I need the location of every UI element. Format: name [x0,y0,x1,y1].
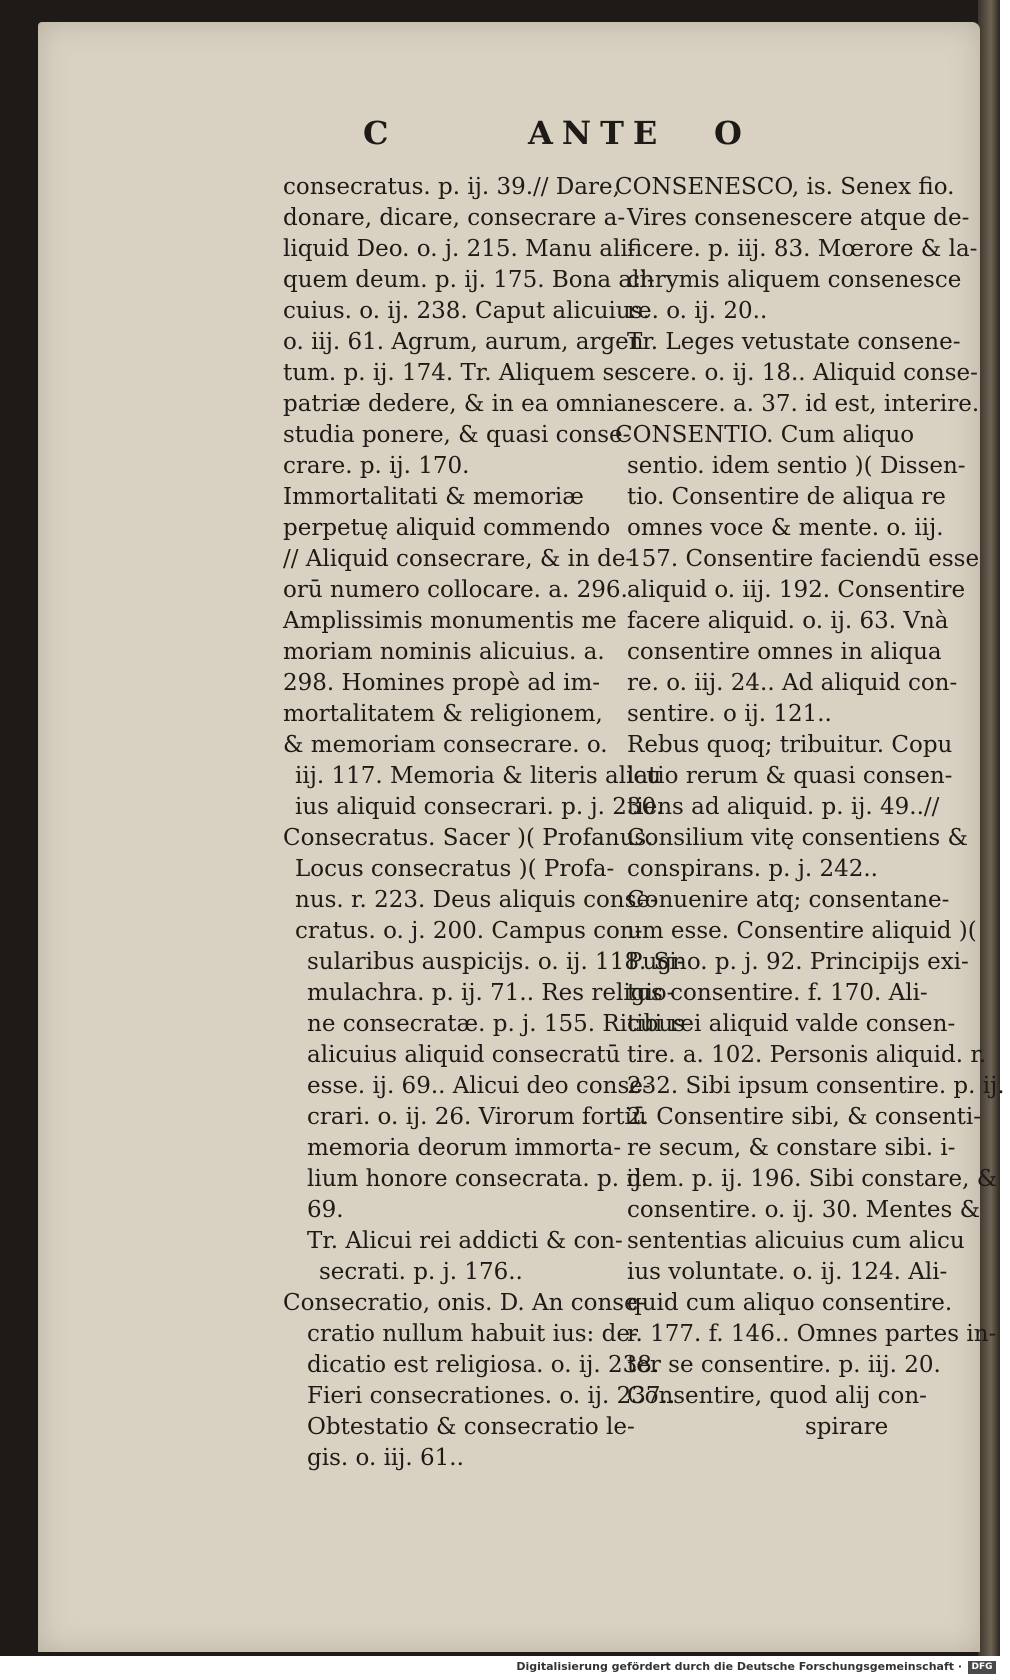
text-line: o. iij. 61. Agrum, aurum, argen [283,329,644,355]
text-line: facere aliquid. o. ij. 63. Vnà [627,608,949,634]
text-line: 232. Sibi ipsum consentire. p. ij. [627,1073,1005,1099]
text-line: ius voluntate. o. ij. 124. Ali- [627,1259,948,1285]
funding-notice: Digitalisierung gefördert durch die Deutsche Forschungsgemeinschaft · [516,1660,962,1673]
text-line: CONSENESCO, is. Senex fio. [615,174,955,200]
text-line: Pugno. p. j. 92. Principijs exi- [627,949,969,975]
text-line: Obtestatio & consecratio le- [307,1414,635,1440]
text-line: Conuenire atq; consentane- [627,887,950,913]
text-line: esse. ij. 69.. Alicui deo conse- [307,1073,651,1099]
text-line: sentire. o ij. 121.. [627,701,832,727]
text-line: Tr. Alicui rei addicti & con- [307,1228,623,1254]
text-line: studia ponere, & quasi conse- [283,422,631,448]
book-page [38,22,1005,1652]
text-line: tire. a. 102. Personis aliquid. r. [627,1042,987,1068]
text-line: Consilium vitę consentiens & [627,825,968,851]
text-line: ficere. p. iij. 83. Mœrore & la- [627,236,978,262]
text-line: Fieri consecrationes. o. ij. 237.. [307,1383,676,1409]
text-line: latio rerum & quasi consen- [627,763,953,789]
text-line: iij. 117. Memoria & literis alicu [295,763,662,789]
text-line: r. 177. f. 146.. Omnes partes in- [627,1321,997,1347]
text-line: CONSENTIO. Cum aliquo [615,422,915,448]
text-line: Immortalitati & memoriæ [283,484,584,510]
text-line: dicatio est religiosa. o. ij. 238. [307,1352,660,1378]
text-line: re. o. ij. 20.. [627,298,768,324]
right-column [615,172,1010,1443]
text-line: secrati. p. j. 176.. [319,1259,523,1285]
text-line: mortalitatem & religionem, [283,701,603,727]
text-line: quem deum. p. ij. 175. Bona ali- [283,267,655,293]
text-line: ter se consentire. p. iij. 20. [627,1352,941,1378]
text-line: Amplissimis monumentis me [283,608,617,634]
text-line: cratio nullum habuit ius: de- [307,1321,638,1347]
text-line: 157. Consentire faciendū esse [627,546,980,572]
text-line: dem. p. ij. 196. Sibi constare, & [627,1166,998,1192]
text-line: perpetuę aliquid commendo [283,515,611,541]
text-line: liquid Deo. o. j. 215. Manu ali- [283,236,636,262]
text-line: gis. o. iij. 61.. [307,1445,464,1471]
text-line: consentire. o. ij. 30. Mentes & [627,1197,981,1223]
text-line: Locus consecratus )( Profa- [295,856,615,882]
text-line: cuius. o. ij. 238. Caput alicuius. [283,298,650,324]
text-line: conspirans. p. j. 242.. [627,856,878,882]
text-line: um esse. Consentire aliquid )( [627,918,977,944]
text-line: 2. Consentire sibi, & consenti- [627,1104,982,1130]
text-line: sententias alicuius cum alicu [627,1228,965,1254]
text-line: aliquid o. iij. 192. Consentire [627,577,966,603]
text-line: crare. p. ij. 170. [283,453,470,479]
text-line: spirare [805,1414,889,1440]
text-line: nescere. a. 37. id est, interire. [627,391,980,417]
text-line: 298. Homines propè ad im- [283,670,601,696]
text-line: ius aliquid consecrari. p. j. 230. [295,794,664,820]
header-right-letter: O [714,114,751,152]
text-line: quid cum aliquo consentire. [627,1290,953,1316]
text-line: memoria deorum immorta- [307,1135,622,1161]
text-line: moriam nominis alicuius. a. [283,639,605,665]
text-line: ne consecratæ. p. j. 155. Ritibus [307,1011,685,1037]
text-line: Consecratio, onis. D. An conse- [283,1290,646,1316]
text-line: orū numero collocare. a. 296. [283,577,628,603]
text-line: chrymis aliquem consenesce [627,267,962,293]
page-footer [0,1656,1000,1680]
text-line: crari. o. ij. 26. Virorum fortiū [307,1104,647,1130]
text-line: re. o. iij. 24.. Ad aliquid con- [627,670,958,696]
text-line: tiens ad aliquid. p. ij. 49..// [627,794,940,820]
text-line: nus. r. 223. Deus aliquis conse- [295,887,658,913]
text-line: Vires consenescere atque de- [627,205,970,231]
text-line: tio. Consentire de aliqua re [627,484,946,510]
dfg-logo: DFG [968,1661,996,1674]
text-line: patriæ dedere, & in ea omnia [283,391,628,417]
text-line: Consecratus. Sacer )( Profanus. [283,825,654,851]
text-line: consentire omnes in aliqua [627,639,942,665]
text-line: alicuius aliquid consecratū [307,1042,621,1068]
text-line: // Aliquid consecrare, & in de- [283,546,634,572]
page-header [38,114,980,164]
text-line: Consentire, quod alij con- [627,1383,927,1409]
text-line: sularibus auspicijs. o. ij. 118. Si- [307,949,685,975]
text-line: omnes voce & mente. o. iij. [627,515,944,541]
text-line: re secum, & constare sibi. i- [627,1135,956,1161]
text-line: cui rei aliquid valde consen- [627,1011,956,1037]
left-column [283,172,685,1474]
text-line: donare, dicare, consecrare a- [283,205,626,231]
text-line: scere. o. ij. 18.. Aliquid conse- [627,360,978,386]
text-line: & memoriam consecrare. o. [283,732,608,758]
text-line: Rebus quoq; tribuitur. Copu [627,732,953,758]
text-line: mulachra. p. ij. 71.. Res religio- [307,980,675,1006]
text-line: 69. [307,1197,344,1223]
text-line: lium honore consecrata. p. ij. [307,1166,649,1192]
text-line: consecratus. p. ij. 39.// Dare, [283,174,620,200]
text-line: tum. p. ij. 174. Tr. Aliquem se [283,360,628,386]
text-line: cratus. o. j. 200. Campus con- [295,918,643,944]
text-line: sentio. idem sentio )( Dissen- [627,453,966,479]
text-line: Tr. Leges vetustate consene- [627,329,961,355]
header-left-letter: C [363,114,398,152]
text-line: tus consentire. f. 170. Ali- [627,980,928,1006]
header-center-word: ANTE [528,114,667,152]
